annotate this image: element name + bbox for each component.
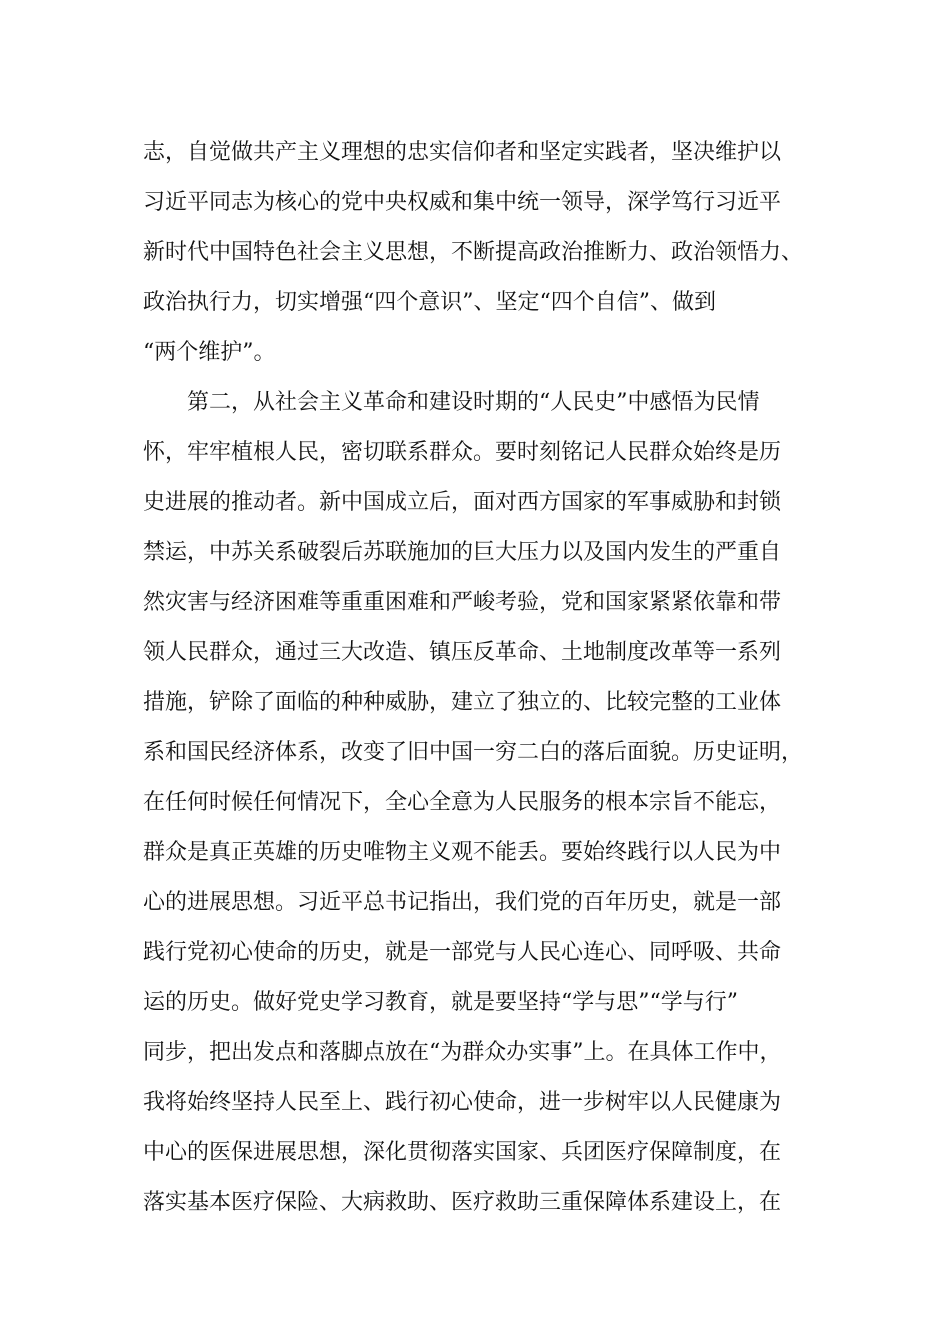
text-line: 群众是真正英雄的历史唯物主义观不能丢。要始终践行以人民为中 (143, 840, 782, 865)
text-line: 心的进展思想。习近平总书记指出，我们党的百年历史，就是一部 (143, 890, 782, 915)
text-line: 禁运，中苏关系破裂后苏联施加的巨大压力以及国内发生的严重自 (143, 540, 782, 565)
text-line: 系和国民经济体系，改变了旧中国一穷二白的落后面貌。历史证明， (143, 740, 804, 765)
text-line: 运的历史。做好党史学习教育，就是要坚持“学与思”“学与行” (143, 990, 738, 1015)
text-line: 新时代中国特色社会主义思想，不断提高政治推断力、政治领悟力、 (143, 240, 804, 265)
text-line: 同步，把出发点和落脚点放在“为群众办实事”上。在具体工作中， (143, 1040, 782, 1065)
text-line: 我将始终坚持人民至上、践行初心使命，进一步树牢以人民健康为 (143, 1090, 782, 1115)
text-line: 然灾害与经济困难等重重困难和严峻考验，党和国家紧紧依靠和带 (143, 590, 782, 615)
text-line: 政治执行力，切实增强“四个意识”、坚定“四个自信”、做到 (143, 290, 716, 315)
text-line: 志，自觉做共产主义理想的忠实信仰者和坚定实践者，坚决维护以 (143, 140, 782, 165)
text-line: 史进展的推动者。新中国成立后，面对西方国家的军事威胁和封锁 (143, 490, 782, 515)
text-line: “两个维护”。 (143, 340, 276, 365)
text-line: 中心的医保进展思想，深化贯彻落实国家、兵团医疗保障制度，在 (143, 1140, 782, 1165)
text-line: 怀，牢牢植根人民，密切联系群众。要时刻铭记人民群众始终是历 (143, 440, 782, 465)
text-line: 践行党初心使命的历史，就是一部党与人民心连心、同呼吸、共命 (143, 940, 782, 965)
text-line: 措施，铲除了面临的种种威胁，建立了独立的、比较完整的工业体 (143, 690, 782, 715)
paragraph-first-line: 第二，从社会主义革命和建设时期的“人民史”中感悟为民情 (187, 390, 760, 415)
text-line: 在任何时候任何情况下，全心全意为人民服务的根本宗旨不能忘， (143, 790, 782, 815)
document-body (143, 128, 833, 1228)
text-line: 习近平同志为核心的党中央权威和集中统一领导，深学笃行习近平 (143, 190, 782, 215)
text-line: 落实基本医疗保险、大病救助、医疗救助三重保障体系建设上，在 (143, 1190, 782, 1215)
text-line: 领人民群众，通过三大改造、镇压反革命、土地制度改革等一系列 (143, 640, 782, 665)
